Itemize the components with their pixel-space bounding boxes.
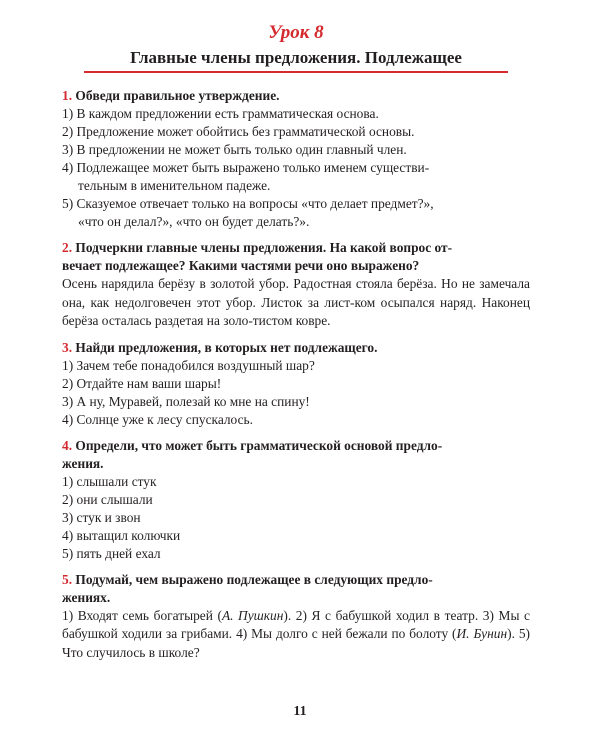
page-number: 11 [293, 704, 307, 719]
task-5 [62, 571, 530, 663]
task-2 [62, 239, 530, 331]
option-line: 4) вытащил колючки [62, 527, 181, 543]
option-line: 3) В предложении не может быть только один главный член. [62, 142, 407, 157]
task-title [62, 339, 530, 357]
task-instruction: Определи, что может быть грамматической основой предло- [75, 437, 443, 453]
task-title [62, 87, 530, 105]
task-instruction-continuation: жения. [62, 455, 104, 471]
task-number: 5. [62, 571, 73, 587]
option-line: 5) пять дней ехал [62, 545, 161, 561]
option-line: 1) слышали стук [62, 473, 157, 489]
author-name: А. Пушкин [221, 607, 284, 623]
option-line: 1) Зачем тебе понадобился воздушный шар? [62, 357, 315, 373]
task-number: 3. [62, 339, 73, 355]
author-name: И. Бунин [456, 626, 508, 641]
task-number: 1. [62, 88, 73, 103]
text-part: ). 5) Что случилось в школе? [62, 626, 531, 660]
task-1 [62, 87, 530, 231]
option-line-continuation: «что он делал?», «что он будет делать?». [78, 214, 310, 229]
task-title [62, 437, 530, 455]
task-3 [62, 339, 530, 429]
text-part: ). 2) Я с бабушкой ходил в театр. 3) Мы с бабушкой ходили за грибами. 4) Мы долго с ней бежали по болоту ( [62, 607, 530, 641]
option-line: 2) Предложение может обойтись без грамматической основы. [62, 124, 415, 139]
task-instruction-continuation: жениях. [62, 589, 111, 605]
option-line: 3) стук и звон [62, 509, 141, 525]
option-line: 2) Отдайте нам ваши шары! [62, 375, 222, 391]
task-instruction: Найди предложения, в которых нет подлежащего. [75, 339, 378, 355]
option-line: 4) Подлежащее может быть выражено только именем существи- [62, 160, 430, 175]
option-line: 5) Сказуемое отвечает только на вопросы «что делает предмет?», [62, 196, 434, 211]
task-title [62, 239, 530, 257]
task-title [62, 571, 530, 589]
task-number: 4. [62, 437, 73, 453]
option-line-continuation: тельным в именительном падеже. [78, 178, 271, 193]
option-line: 1) В каждом предложении есть грамматическая основа. [62, 106, 379, 121]
task-number: 2. [62, 240, 73, 255]
option-line: 2) они слышали [62, 491, 153, 507]
option-line: 3) А ну, Муравей, полезай ко мне на спину! [62, 393, 310, 409]
task-instruction: Обведи правильное утверждение. [75, 88, 280, 103]
text-part: 1) Входят семь богатырей ( [62, 607, 222, 623]
task-text [62, 607, 530, 663]
task-instruction: Подумай, чем выражено подлежащее в следующих предло- [75, 571, 433, 587]
task-4 [62, 437, 530, 563]
lesson-heading: Урок 8 [268, 22, 324, 43]
task-instruction: Подчеркни главные члены предложения. На какой вопрос от- [75, 240, 453, 255]
topic-title: Главные члены предложения. Подлежащее [84, 48, 508, 73]
task-instruction-continuation: вечает подлежащее? Какими частями речи оно выражено? [62, 258, 420, 273]
task-text: Осень нарядила берёзу в золотой убор. Радостная стояла берёза. Но не замечала она, как недолговечен этот убор. Листок за лист-ком осыпался наряд. Наконец берёза осталась раздетая на золо-тистом ковре. [62, 276, 530, 328]
option-line: 4) Солнце уже к лесу спускалось. [62, 411, 253, 427]
